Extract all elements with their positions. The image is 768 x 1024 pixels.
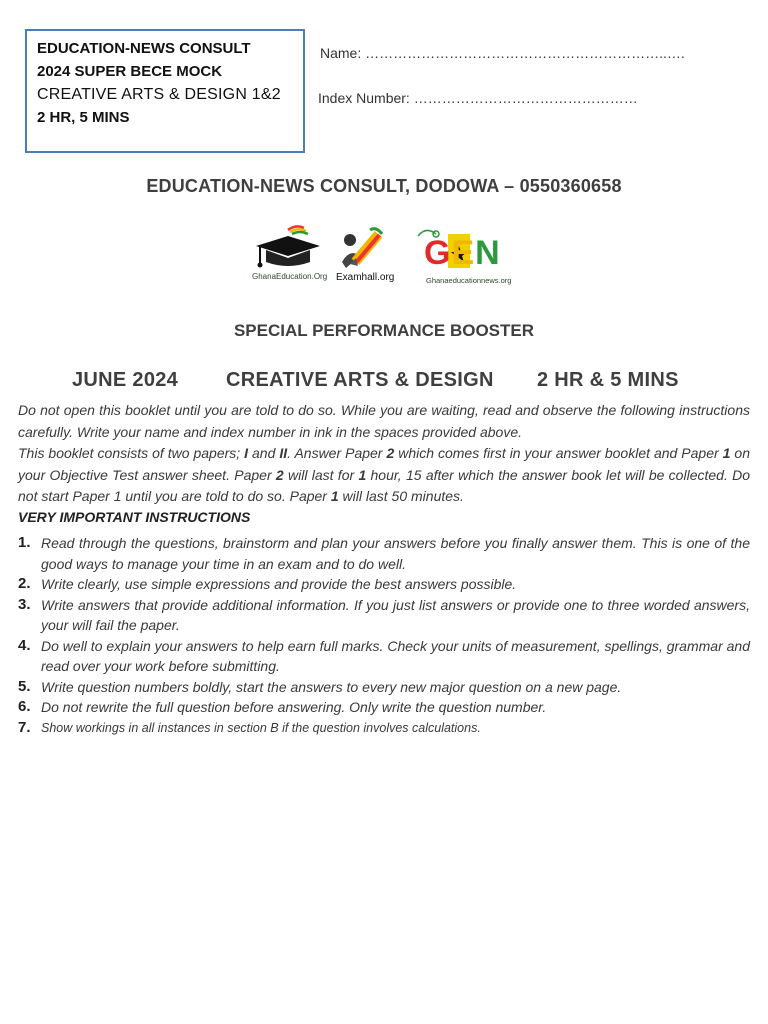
- list-item: [18, 697, 750, 718]
- item-text: Do well to explain your answers to help earn full marks. Check your units of measurement, spellings, grammar and read over your work before submitting.: [41, 637, 750, 674]
- item-text: Write answers that provide additional information. If you just list answers or provide one to three worded answers, your will fail the paper.: [41, 596, 750, 633]
- index-number-field: Index Number: …………………………………………: [318, 90, 638, 106]
- graduation-cap-logo-icon: [252, 224, 324, 272]
- list-item: [18, 718, 750, 739]
- consult-heading: EDUCATION-NEWS CONSULT, DODOWA – 0550360658: [146, 176, 622, 196]
- booster-heading: SPECIAL PERFORMANCE BOOSTER: [233, 321, 535, 340]
- title-box: [25, 29, 305, 153]
- instructions-list: [18, 533, 750, 738]
- list-item: [18, 636, 750, 677]
- booklet-paragraph: This booklet consists of two papers; I and II. Answer Paper 2 which comes first in your answer booklet and Paper 1 on your Objective Test answer sheet. Paper 2 will last for 1 hour, 15 after which the answer book let will be collected. Do not start Paper 1 until you are told to do so. Paper 1 will last 50 minutes.: [18, 445, 751, 504]
- item-text: Write clearly, use simple expressions and provide the best answers possible.: [41, 576, 517, 592]
- item-number: 6.: [18, 698, 31, 715]
- item-number: 5.: [18, 677, 31, 695]
- list-item: [18, 595, 750, 636]
- intro-paragraph: Do not open this booklet until you are told to do so. While you are waiting, read and observe the following instructions carefully. Write your name and index number in ink in the spaces provided above.: [18, 402, 750, 440]
- item-number: 7.: [18, 718, 31, 736]
- list-item: [18, 677, 750, 698]
- logo-strip: [250, 224, 520, 290]
- item-number: 1.: [18, 534, 31, 551]
- important-instructions-heading: VERY IMPORTANT INSTRUCTIONS: [18, 509, 251, 525]
- item-text: Do not rewrite the full question before answering. Only write the question number.: [41, 699, 547, 715]
- item-text: Write question numbers boldly, start the answers to every new major question on a new page.: [41, 678, 622, 695]
- name-field: Name: ………………………………………………………..….: [320, 45, 685, 61]
- exam-subject: CREATIVE ARTS & DESIGN: [226, 369, 494, 391]
- examhall-logo-caption: Examhall.org: [336, 272, 395, 283]
- ghanaeducation-logo-caption: GhanaEducation.Org: [252, 272, 328, 281]
- exam-date: JUNE 2024: [72, 369, 179, 391]
- item-text: Show workings in all instances in section B if the question involves calculations.: [41, 720, 481, 735]
- item-text: Read through the questions, brainstorm and plan your answers before you finally answer them. This is one of the good ways to manage your time in an exam and to do well.: [41, 535, 750, 572]
- ghanaeducationnews-logo-caption: Ghanaeducationnews.org: [426, 276, 512, 285]
- item-number: 3.: [18, 595, 31, 613]
- exam-duration: 2 HR & 5 MINS: [537, 369, 679, 391]
- gen-logo-letters: GEN: [424, 234, 501, 272]
- title-box-exam-name: 2024 SUPER BECE MOCK: [37, 63, 223, 80]
- title-box-duration: 2 HR, 5 MINS: [37, 109, 130, 126]
- item-number: 2.: [18, 575, 31, 592]
- list-item: [18, 574, 750, 595]
- item-number: 4.: [18, 636, 31, 654]
- list-item: [18, 533, 750, 574]
- title-box-subject: CREATIVE ARTS & DESIGN 1&2: [37, 86, 281, 103]
- title-box-organisation: EDUCATION-NEWS CONSULT: [37, 40, 251, 57]
- pencil-logo-icon: [336, 226, 396, 270]
